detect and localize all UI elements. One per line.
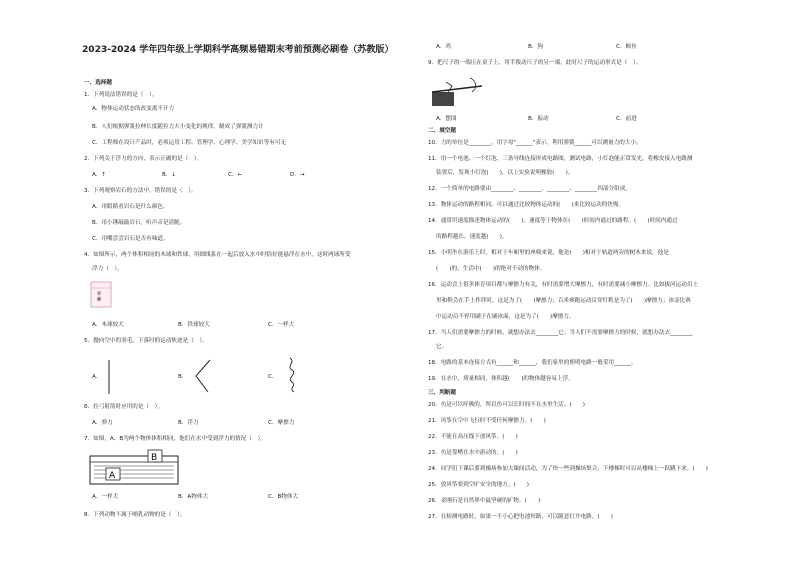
beaker-figure: [88, 280, 116, 310]
question-17: 17．当人们需要摩擦力的时候，就想办法去________它；当人们不需要摩擦力的时候，就想办法去________: [428, 330, 693, 336]
question-25: 25．放风筝要到空旷安全的地方。( ): [428, 482, 529, 488]
question-15: 15．小明坐在游乐上时，相对于车厢里的座椅来说，他是( )相对于轨道两旁的树木来说，他是: [428, 250, 669, 256]
q6-option-a: A．弹力: [92, 420, 113, 426]
q5-option-b: B．: [178, 374, 188, 380]
question-3: 3．下列观察岩石的方法中，错误的是（ ）。: [84, 188, 197, 194]
question-5: 5．抛向空中的羽毛，下落时的运动轨迹是（ ）。: [84, 338, 208, 344]
q2-option-b: B．↓: [162, 172, 177, 178]
ruler-table-figure: [430, 74, 486, 108]
q7-option-b: B．A物体大: [178, 494, 209, 500]
question-12: 12．一个简单的电路要由________、________、________、________四部分组成。: [428, 186, 631, 192]
section-heading-fill: 二、填空题: [428, 128, 456, 134]
question-15-cont: ( )的。生活中( )的绝对不动的物体。: [436, 266, 546, 272]
q5-option-a: A．: [92, 374, 102, 380]
question-14-cont: 的路程越长，速度越( )。: [436, 234, 508, 240]
q1-option-c: C．工程师在设计产品时，必须运用工程、管理学、心理学、美学知识等有可无: [92, 140, 287, 146]
question-16: 16．运动会上很多体育项目都与摩擦力有关，有时需要增大摩擦力，有时需要减小摩擦力。比如拔河运动员上: [428, 282, 699, 288]
question-11: 11．用一个电池、一个灯泡、三条导线连接形成电路图，测试电路，小灯泡能正常发光，将橡皮接入电路测: [428, 156, 693, 162]
question-18: 18．电路的基本连接方式有______和______，我们家里的照明电路一般采用______。: [428, 360, 637, 366]
q5-option-c: C．: [268, 374, 278, 380]
question-9: 9．把尺子的一端压在桌子上，用手拨动尺子的另一端，此时尺子的运动形式是（ ）。: [428, 60, 642, 66]
question-4: 4．如图所示，两个体积相同的木球和铁球，用细线系在一起后放入水中时恰好能悬浮在水中，这时两球所受: [84, 252, 351, 258]
q3-option-b: B．用小锤敲敲岩石，听声音是清脆。: [92, 220, 186, 226]
q6-option-b: B．浮力: [178, 420, 199, 426]
trajectory-curly-figure: [282, 356, 304, 396]
question-17-cont: 它。: [436, 344, 448, 350]
q9-option-a: A．摆图: [436, 116, 457, 122]
question-27: 27．在检测电路时，如果一不小心把电池短路，可以随意打开电路。( ): [428, 514, 613, 520]
question-6: 6．拉弓射箭时应用的是（ ）。: [84, 404, 164, 410]
trajectory-straight-figure: [104, 358, 114, 396]
q4-option-b: B．铁球较大: [178, 322, 210, 328]
question-16-cont: 里和鞋会在手上拌拌时，这是为了( )摩擦力；百米赛跑运动员穿钉鞋是为了( )摩擦力；冰壶比赛: [436, 298, 691, 304]
q6-option-c: C．摩擦力: [268, 420, 295, 426]
q1-option-a: A．物体运动状态的改变离不开力: [92, 106, 175, 112]
section-heading-choice: 一、选择题: [84, 80, 112, 86]
q4-option-a: A．木球较大: [92, 322, 124, 328]
question-8: 8．下列动物不属于哺乳动物的是（ ）。: [84, 512, 186, 518]
water-tank-figure: [88, 446, 180, 486]
q4-option-c: C．一样大: [268, 322, 295, 328]
question-19: 19．在水中，质量相同，体积越( )的物体越容易上浮。: [428, 376, 574, 382]
section-heading-judge: 三、判断题: [428, 390, 456, 396]
box-a-label: A: [109, 471, 116, 481]
page-title: 2023-2024 学年四年级上学期科学高频易错期末考前预测必刷卷（苏教版）: [82, 44, 394, 55]
question-10: 10．力的单位是________，用字母"______"表示。利用弹簧______可以测量力的大小。: [428, 140, 642, 146]
question-7: 7．如图，A、B为两个物体体积相同，他们在水中受到浮力的情况（ ）。: [84, 436, 266, 442]
trajectory-zigzag-figure: [190, 358, 214, 396]
q3-option-c: C．用嘴尝尝岩石是否有味道。: [92, 236, 169, 242]
q2-option-d: D．→: [290, 172, 305, 178]
q2-option-c: C．←: [228, 172, 243, 178]
question-11-cont: 装置后，发现小灯泡( )，以上实验说明橡胶( )。: [436, 170, 574, 176]
question-16-cont2: 中运动员不停用刷子在刷冰面，这是为了( )摩擦力。: [436, 314, 575, 320]
box-b-label: B: [151, 453, 158, 463]
question-23: 23．鱼是靠鳍在水中游动的。( ): [428, 450, 518, 456]
q9-option-b: B．振动: [528, 116, 549, 122]
q9-option-c: C．前进: [616, 116, 637, 122]
question-20: 20．鱼是可以呼吸的，所以鱼可以长时间不在水里生活。( ): [428, 402, 585, 408]
q7-option-a: A．一样大: [92, 494, 119, 500]
question-14: 14．通常用速度描述物体运动的( )。速度等于物体在( )时间内通过的路程。( )时间内通过: [428, 218, 678, 224]
q8-option-c: C．鲸鱼: [616, 44, 637, 50]
question-21: 21．风筝在空中飞行时不受任何摩擦力。( ): [428, 418, 546, 424]
question-26: 26．金刚石是自然界中最坚硬的矿物。( ): [428, 498, 541, 504]
question-2: 2．下列关于浮力的方向，表示正确的是（ ）。: [84, 156, 203, 162]
q3-option-a: A．用眼睛看岩石是什么颜色。: [92, 204, 169, 210]
question-4-cont: 浮力（ ）。: [92, 266, 123, 272]
q8-option-b: B．狗: [528, 44, 544, 50]
q7-option-c: C．B物体大: [268, 494, 299, 500]
question-1: 1．下列说法错误的是（ ）。: [84, 92, 158, 98]
q1-option-b: B．人们根据弹簧拉伸长度随拉力大小变化的规律，制成了弹簧测力计: [92, 124, 264, 130]
q2-option-a: A．↑: [92, 172, 107, 178]
question-22: 22．不能在高压线下放风筝。( ): [428, 434, 518, 440]
question-13: 13．物体运动的路程相同，可以通过比较物体运动的( )来比较运动的快慢。: [428, 202, 625, 208]
q8-option-a: A．鸡: [436, 44, 452, 50]
question-24: 24．同学们下课后要到操场参加大课间活动，为了快一些到操场集合，下楼梯时可以从楼梯上一跃跳下来。( ): [428, 466, 708, 472]
